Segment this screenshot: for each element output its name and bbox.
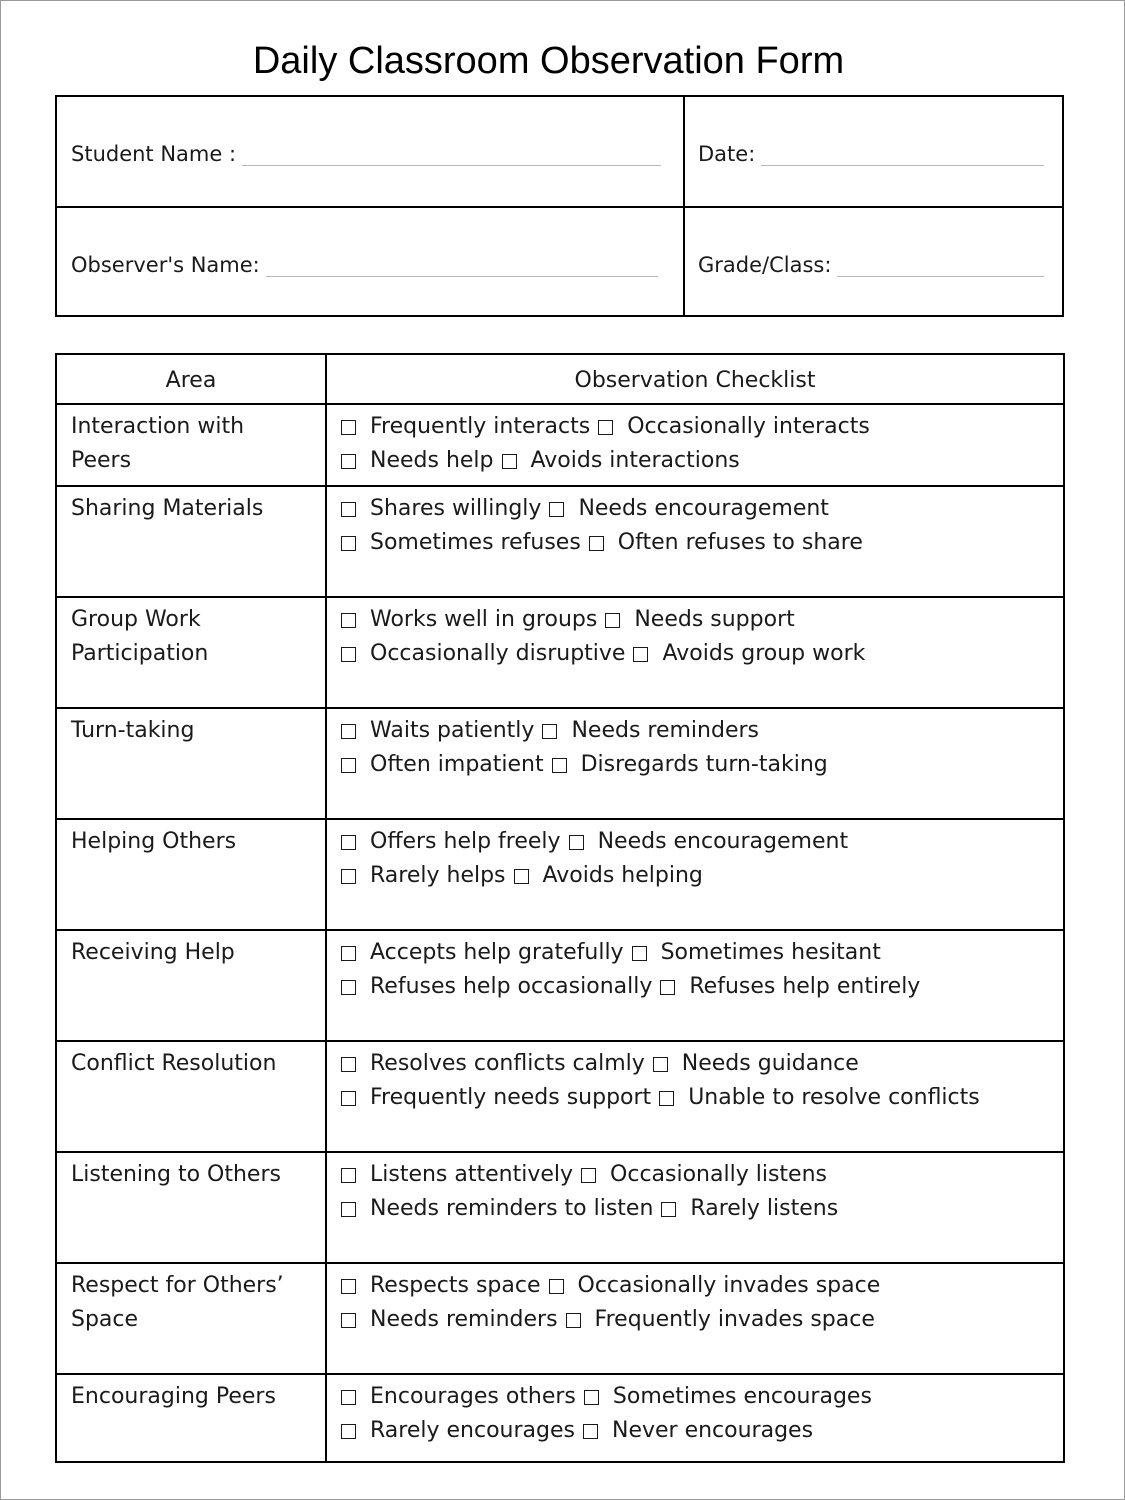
checkbox-icon[interactable]	[632, 946, 647, 961]
checkbox-icon[interactable]	[633, 647, 648, 662]
checklist-line	[341, 637, 1051, 671]
checkbox-icon[interactable]	[341, 647, 356, 662]
checklist-line	[341, 1158, 1051, 1192]
checklist-line	[341, 1303, 1051, 1337]
checkbox-icon[interactable]	[542, 724, 557, 739]
checkbox-label: Sometimes encourages	[612, 1384, 872, 1409]
checkbox-label: Needs reminders	[370, 1307, 558, 1332]
row-divider	[57, 818, 1063, 820]
area-cell: Encouraging Peers	[71, 1384, 276, 1409]
checklist-line	[341, 1380, 1051, 1414]
checkbox-label: Often impatient	[370, 752, 544, 777]
checkbox-icon[interactable]	[341, 758, 356, 773]
checkbox-label: Frequently interacts	[370, 414, 591, 439]
date-label: Date:	[698, 142, 756, 166]
checklist-line	[341, 859, 1051, 893]
grade-class-label: Grade/Class:	[698, 253, 832, 277]
checkbox-icon[interactable]	[549, 502, 564, 517]
checklist-line	[341, 410, 1051, 444]
checkbox-icon[interactable]	[514, 869, 529, 884]
checkbox-label: Needs encouragement	[597, 829, 849, 854]
row-divider	[57, 1151, 1063, 1153]
checklist-line	[341, 1192, 1051, 1226]
checkbox-label: Occasionally listens	[610, 1162, 827, 1187]
checkbox-label: Encourages others	[370, 1384, 576, 1409]
checklist-cell	[341, 1047, 1051, 1115]
checklist-line	[341, 1269, 1051, 1303]
checkbox-icon[interactable]	[605, 613, 620, 628]
checkbox-label: Occasionally interacts	[627, 414, 870, 439]
checkbox-label: Sometimes hesitant	[660, 940, 881, 965]
observer-name-field	[71, 251, 658, 277]
checkbox-label: Works well in groups	[370, 607, 598, 632]
area-cell: Helping Others	[71, 829, 237, 854]
checkbox-icon[interactable]	[659, 1091, 674, 1106]
checkbox-label: Rarely listens	[690, 1196, 839, 1221]
grade-class-blank[interactable]	[837, 256, 1044, 277]
checkbox-label: Refuses help entirely	[689, 974, 921, 999]
area-cell: Listening to Others	[71, 1162, 281, 1187]
checkbox-icon[interactable]	[566, 1313, 581, 1328]
row-divider	[57, 1040, 1063, 1042]
area-cell: Interaction with Peers	[71, 414, 245, 473]
checkbox-label: Rarely helps	[370, 863, 506, 888]
checkbox-label: Waits patiently	[370, 718, 535, 743]
row-divider	[57, 485, 1063, 487]
checkbox-icon[interactable]	[653, 1057, 668, 1072]
student-name-field	[71, 140, 661, 166]
checklist-line	[341, 825, 1051, 859]
row-divider	[57, 1373, 1063, 1375]
checklist-cell	[341, 1269, 1051, 1337]
checklist-cell	[341, 492, 1051, 560]
checkbox-icon[interactable]	[598, 420, 613, 435]
checkbox-label: Respects space	[370, 1273, 541, 1298]
checkbox-icon[interactable]	[341, 1202, 356, 1217]
checkbox-label: Avoids group work	[662, 641, 866, 666]
header-checklist: Observation Checklist	[574, 367, 816, 393]
area-cell: Sharing Materials	[71, 496, 264, 521]
checkbox-label: Listens attentively	[370, 1162, 574, 1187]
checkbox-label: Needs help	[370, 448, 494, 473]
checklist-line	[341, 970, 1051, 1004]
checkbox-icon[interactable]	[341, 869, 356, 884]
checkbox-icon[interactable]	[589, 536, 604, 551]
date-field	[698, 140, 1044, 166]
checkbox-icon[interactable]	[569, 835, 584, 850]
checkbox-label: Sometimes refuses	[370, 530, 581, 555]
checklist-cell	[341, 1380, 1051, 1448]
checkbox-icon[interactable]	[341, 1279, 356, 1294]
area-cell: Conflict Resolution	[71, 1051, 277, 1076]
checklist-cell	[341, 825, 1051, 893]
checkbox-label: Needs guidance	[681, 1051, 859, 1076]
checkbox-label: Frequently invades space	[594, 1307, 875, 1332]
date-blank[interactable]	[761, 145, 1044, 166]
checkbox-icon[interactable]	[341, 502, 356, 517]
checklist-line	[341, 1047, 1051, 1081]
checklist-cell	[341, 1158, 1051, 1226]
observer-name-label: Observer's Name:	[71, 253, 260, 277]
observation-divider-vertical	[325, 355, 327, 1461]
student-name-blank[interactable]	[242, 145, 661, 166]
checkbox-icon[interactable]	[341, 536, 356, 551]
checkbox-icon[interactable]	[341, 946, 356, 961]
checkbox-icon[interactable]	[341, 724, 356, 739]
checklist-line	[341, 714, 1051, 748]
checkbox-label: Refuses help occasionally	[370, 974, 653, 999]
checklist-cell	[341, 603, 1051, 671]
checkbox-label: Rarely encourages	[370, 1418, 575, 1443]
checkbox-icon[interactable]	[502, 454, 517, 469]
checkbox-icon[interactable]	[341, 420, 356, 435]
checkbox-label: Resolves conflicts calmly	[370, 1051, 645, 1076]
checkbox-icon[interactable]	[661, 1202, 676, 1217]
checkbox-label: Accepts help gratefully	[370, 940, 624, 965]
checkbox-label: Never encourages	[611, 1418, 814, 1443]
checkbox-icon[interactable]	[552, 758, 567, 773]
checkbox-icon[interactable]	[341, 1057, 356, 1072]
checkbox-icon[interactable]	[660, 980, 675, 995]
header-area: Area	[165, 367, 217, 393]
checklist-line	[341, 748, 1051, 782]
row-divider	[57, 596, 1063, 598]
area-cell: Respect for Others’ Space	[71, 1273, 284, 1332]
checklist-line	[341, 603, 1051, 637]
checkbox-icon[interactable]	[581, 1168, 596, 1183]
area-cell: Group Work Participation	[71, 607, 209, 666]
checkbox-label: Unable to resolve conflicts	[688, 1085, 980, 1110]
checkbox-icon[interactable]	[341, 1091, 356, 1106]
checkbox-label: Needs reminders to listen	[370, 1196, 654, 1221]
checkbox-label: Frequently needs support	[370, 1085, 652, 1110]
checkbox-icon[interactable]	[341, 1313, 356, 1328]
checkbox-icon[interactable]	[341, 454, 356, 469]
checklist-cell	[341, 714, 1051, 782]
info-divider-horizontal	[57, 206, 1062, 208]
checklist-line	[341, 492, 1051, 526]
checkbox-label: Occasionally disruptive	[370, 641, 626, 666]
checkbox-label: Shares willingly	[370, 496, 542, 521]
checkbox-label: Needs reminders	[571, 718, 759, 743]
observation-table	[55, 353, 1065, 1463]
checkbox-label: Occasionally invades space	[577, 1273, 881, 1298]
checkbox-label: Needs encouragement	[578, 496, 829, 521]
checkbox-icon[interactable]	[341, 1168, 356, 1183]
area-cell: Turn-taking	[71, 718, 195, 743]
checkbox-icon[interactable]	[549, 1279, 564, 1294]
checkbox-icon[interactable]	[341, 980, 356, 995]
checkbox-icon[interactable]	[584, 1390, 599, 1405]
checkbox-label: Needs support	[634, 607, 795, 632]
checklist-cell	[341, 410, 1051, 478]
student-name-label: Student Name :	[71, 142, 237, 166]
grade-class-field	[698, 251, 1044, 277]
checkbox-icon[interactable]	[341, 835, 356, 850]
checkbox-icon[interactable]	[583, 1424, 598, 1439]
checkbox-label: Offers help freely	[370, 829, 561, 854]
row-divider	[57, 707, 1063, 709]
checklist-line	[341, 1081, 1051, 1115]
checkbox-label: Often refuses to share	[617, 530, 863, 555]
row-divider	[57, 929, 1063, 931]
checklist-line	[341, 526, 1051, 560]
checklist-cell	[341, 936, 1051, 1004]
checklist-line	[341, 444, 1051, 478]
row-divider	[57, 1262, 1063, 1264]
header-row-divider	[57, 403, 1063, 405]
info-table	[55, 95, 1064, 317]
checkbox-label: Disregards turn-taking	[580, 752, 828, 777]
observer-name-blank[interactable]	[266, 256, 658, 277]
checkbox-label: Avoids helping	[542, 863, 703, 888]
checkbox-icon[interactable]	[341, 613, 356, 628]
checkbox-label: Avoids interactions	[530, 448, 740, 473]
form-title: Daily Classroom Observation Form	[252, 40, 845, 82]
checkbox-icon[interactable]	[341, 1424, 356, 1439]
checkbox-icon[interactable]	[341, 1390, 356, 1405]
checklist-line	[341, 1414, 1051, 1448]
checklist-line	[341, 936, 1051, 970]
area-cell: Receiving Help	[71, 940, 235, 965]
